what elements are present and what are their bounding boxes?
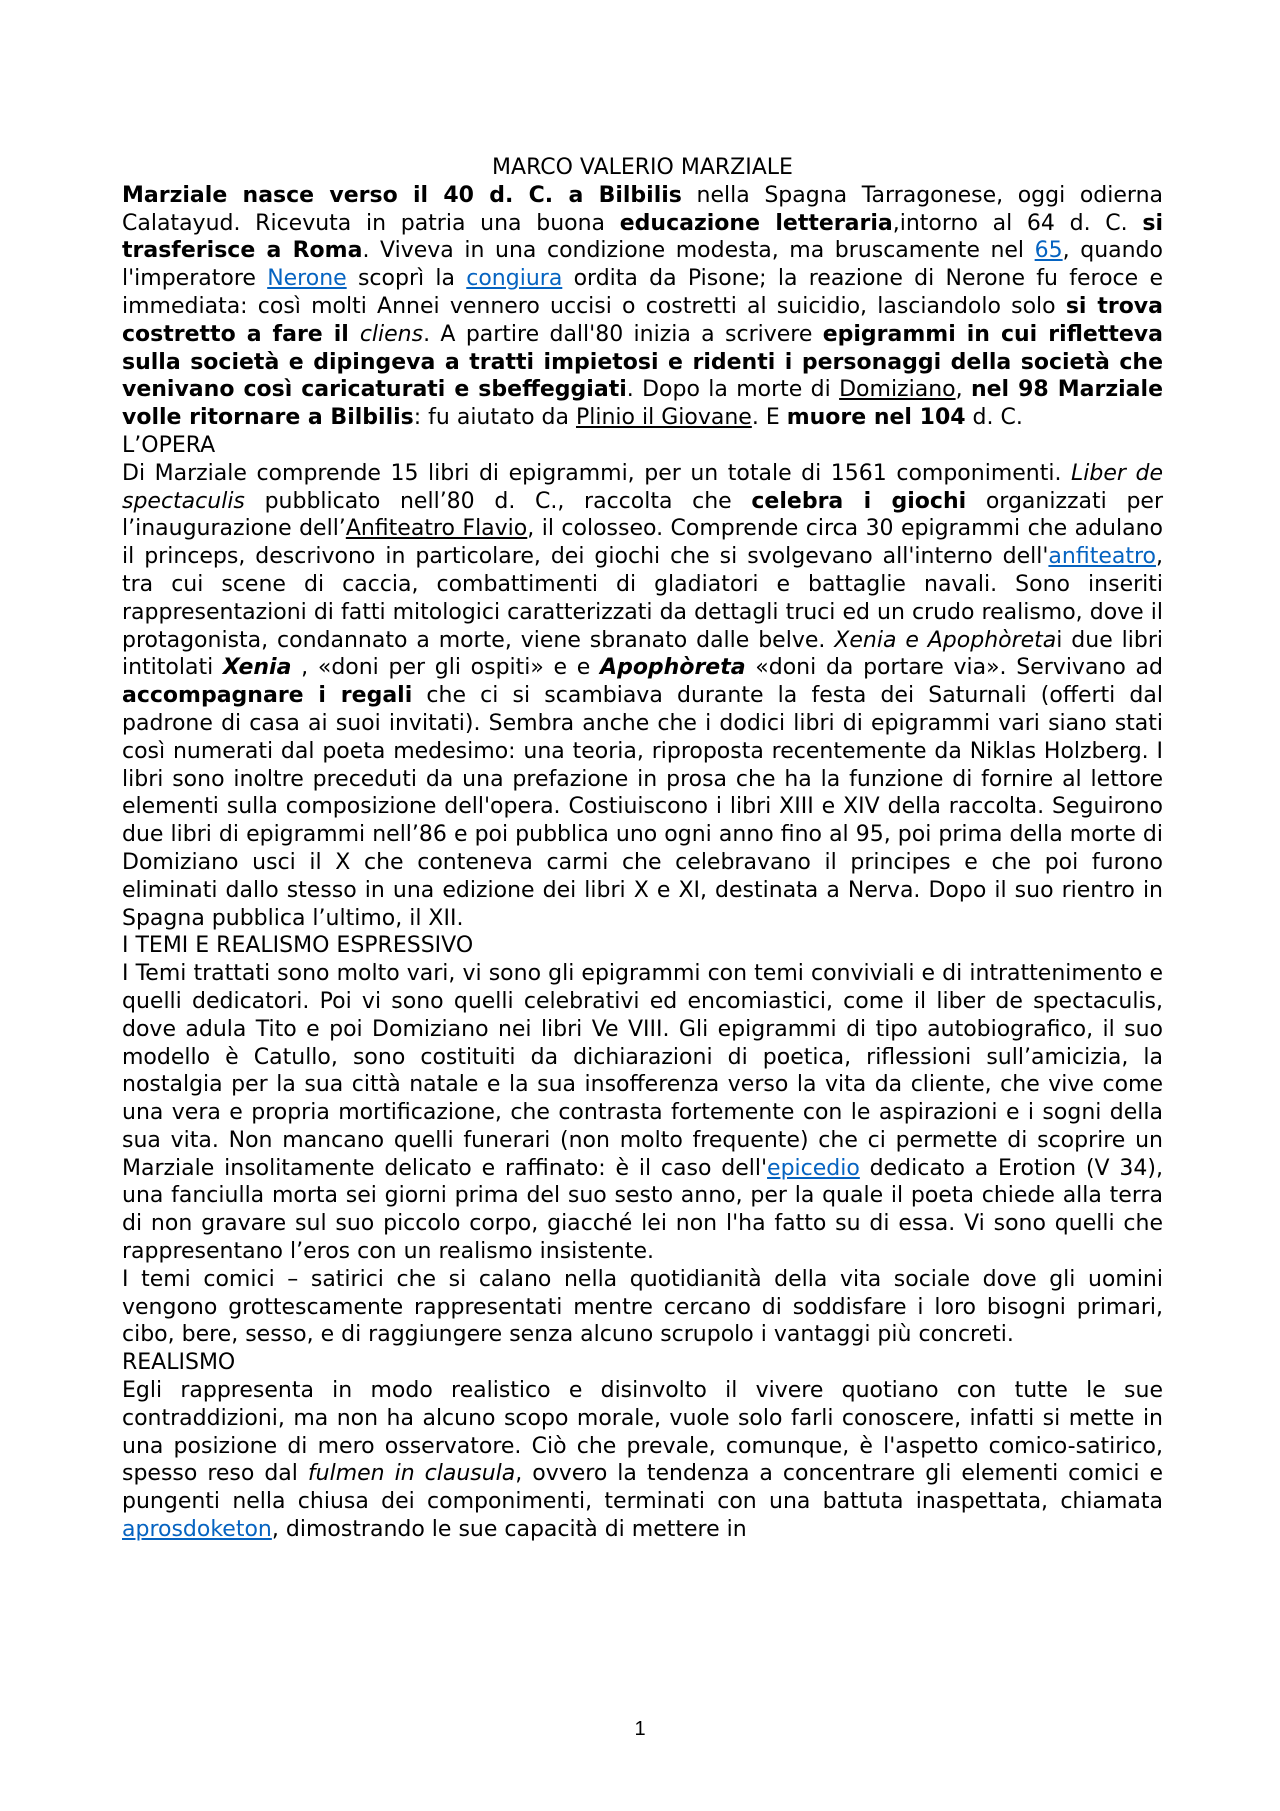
link-anfiteatro[interactable]: anfiteatro	[1048, 544, 1156, 570]
link-anfiteatro-flavio[interactable]: Anfiteatro Flavio	[345, 516, 528, 542]
temi-paragraph-1: I Temi trattati sono molto vari, vi sono gli epigrammi con temi conviviali e di intrattenimento e quelli dedicatori. Poi vi sono quelli celebrativi ed encomiastici, come il liber de spectaculis, dove adula Tito e poi Domiziano nei libri Ve VIII. Gli epigrammi di tipo autobiografico, il suo modello è Catullo, sono costituiti da dichiarazioni di poetica, riflessioni sull’amicizia, la nostalgia per la sua città natale e la sua insofferenza verso la vita da cliente, che vive come una vera e propria mortificazione, che contrasta fortemente con le aspirazioni e i sogni della sua vita. Non mancano quelli funerari (non molto frequente) che ci permette di scoprire un Marziale insolitamente delicato e raffinato: è il caso dell'epicedio dedicato a Erotion (V 34), una fanciulla morta sei giorni prima del suo sesto anno, per la quale il poeta chiede alla terra di non gravare sul suo piccolo corpo, giacché lei non l'ha fatto su di essa. Vi sono quelli che rappresentano l’eros con un realismo insistente.	[122, 961, 1163, 1265]
intro-paragraph: Marziale nasce verso il 40 d. C. a Bilbilis nella Spagna Tarragonese, oggi odierna Calatayud. Ricevuta in patria una buona educazione letteraria,intorno al 64 d. C. si trasferisce a Roma. Viveva in una condizione modesta, ma bruscamente nel 65, quando l'imperatore Nerone scoprì la congiura ordita da Pisone; la reazione di Nerone fu feroce e immediata: così molti Annei vennero uccisi o costretti al suicidio, lasciandolo solo si trova costretto a fare il cliens. A partire dall'80 inizia a scrivere epigrammi in cui rifletteva sulla società e dipingeva a tratti impietosi e ridenti i personaggi della società che venivano così caricaturati e sbeffeggiati. Dopo la morte di Domiziano, nel 98 Marziale volle ritornare a Bilbilis: fu aiutato da Plinio il Giovane. E muore nel 104 d. C.	[122, 182, 1163, 431]
link-domiziano[interactable]: Domiziano	[839, 377, 956, 403]
page-number: 1	[634, 1718, 646, 1740]
document-body	[122, 154, 1163, 1544]
heading-realismo: REALISMO	[122, 1350, 236, 1376]
link-nerone[interactable]: Nerone	[267, 266, 347, 292]
link-epicedio[interactable]: epicedio	[767, 1155, 860, 1181]
link-congiura[interactable]: congiura	[466, 266, 563, 292]
link-plinio[interactable]: Plinio il Giovane	[576, 405, 752, 431]
heading-temi: I TEMI E REALISMO ESPRESSIVO	[122, 933, 474, 959]
temi-paragraph-2: I temi comici – satirici che si calano nella quotidianità della vita sociale dove gli uomini vengono grottescamente rappresentati mentre cercano di soddisfare i loro bisogni primari, cibo, bere, sesso, e di raggiungere senza alcuno scrupolo i vantaggi più concreti.	[122, 1266, 1163, 1348]
document-title: MARCO VALERIO MARZIALE	[492, 155, 793, 180]
heading-opera: L’OPERA	[122, 432, 216, 458]
realismo-paragraph: Egli rappresenta in modo realistico e disinvolto il vivere quotiano con tutte le sue contraddizioni, ma non ha alcuno scopo morale, vuole solo farli conoscere, infatti si mette in una posizione di mero osservatore. Ciò che prevale, comunque, è l'aspetto comico-satirico, spesso reso dal fulmen in clausula, ovvero la tendenza a concentrare gli elementi comici e pungenti nella chiusa dei componimenti, terminati con una battuta inaspettata, chiamata aprosdoketon, dimostrando le sue capacità di mettere in	[122, 1378, 1164, 1543]
link-65[interactable]: 65	[1034, 238, 1063, 264]
opera-paragraph: Di Marziale comprende 15 libri di epigrammi, per un totale di 1561 componimenti. Liber de spectaculis pubblicato nell’80 d. C., raccolta che celebra i giochi organizzati per l’inaugurazione dell’Anfiteatro Flavio, il colosseo. Comprende circa 30 epigrammi che adulano il princeps, descrivono in particolare, dei giochi che si svolgevano all'interno dell'anfiteatro, tra cui scene di caccia, combattimenti di gladiatori e battaglie navali. Sono inseriti rappresentazioni di fatti mitologici caratterizzati da dettagli truci ed un crudo realismo, dove il protagonista, condannato a morte, viene sbranato dalle belve. Xenia e Apophòretai due libri intitolati Xenia , «doni per gli ospiti» e e Apophòreta «doni da portare via». Servivano ad accompagnare i regali che ci si scambiava durante la festa dei Saturnali (offerti dal padrone di casa ai suoi invitati). Sembra anche che i dodici libri di epigrammi vari siano stati così numerati dal poeta medesimo: una teoria, riproposta recentemente da Niklas Holzberg. I libri sono inoltre preceduti da una prefazione in prosa che ha la funzione di fornire al lettore elementi sulla composizione dell'opera. Costiuiscono i libri XIII e XIV della raccolta. Seguirono due libri di epigrammi nell’86 e poi pubblica uno ogni anno fino al 95, poi prima della morte di Domiziano usci il X che conteneva carmi che celebravano il principes e che poi furono eliminati dallo stesso in una edizione dei libri X e XI, destinata a Nerva. Dopo il suo rientro in Spagna pubblica l’ultimo, il XII.	[122, 460, 1164, 931]
link-aprosdoketon[interactable]: aprosdoketon	[122, 1517, 272, 1543]
